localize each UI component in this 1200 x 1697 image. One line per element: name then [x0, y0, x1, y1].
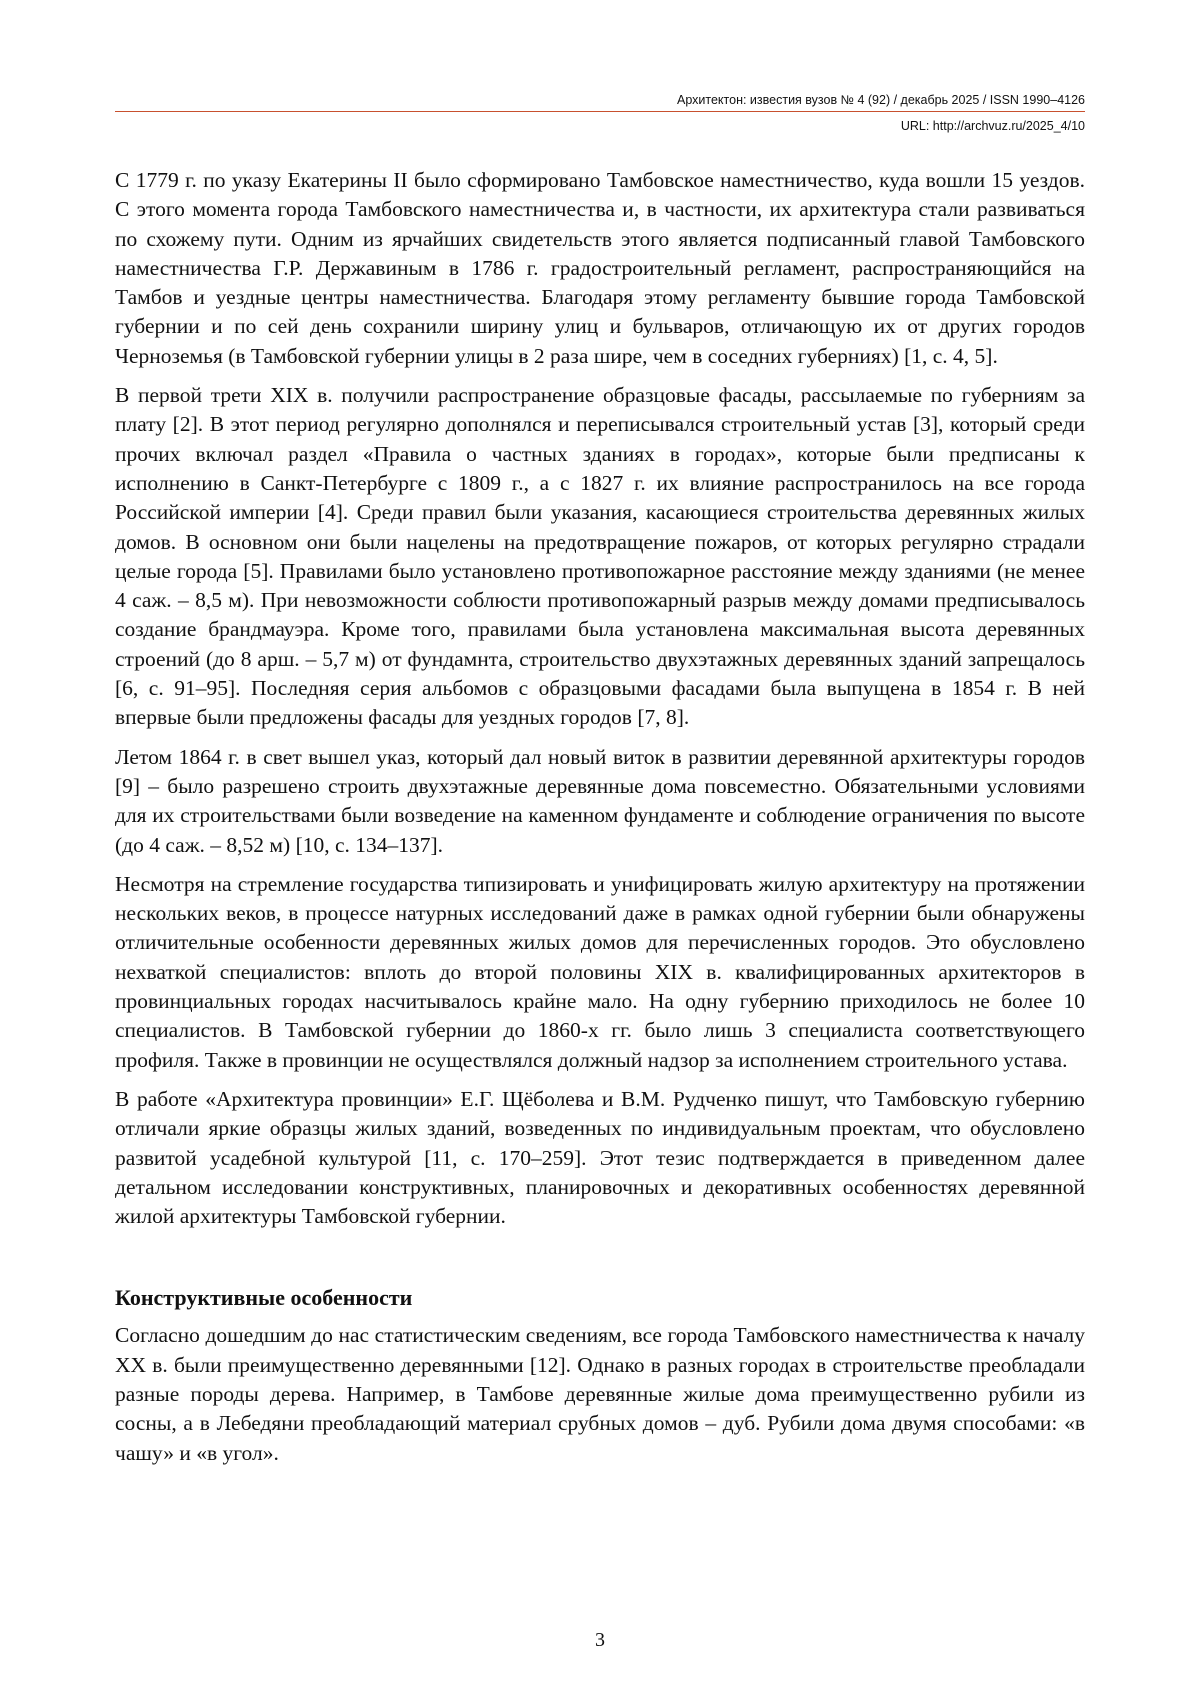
paragraph-4: Несмотря на стремление государства типизировать и унифицировать жилую архитектуру на протяжении нескольких веков, в процессе натурных исследований даже в рамках одной губернии были обнаружены отличительные особенности деревянных жилых домов для перечисленных городов. Это обусловлено нехваткой специалистов: вплоть до второй половины XIX в. квалифицированных архитекторов в провинциальных городах насчитывалось крайне мало. На одну губернию приходилось не более 10 специалистов. В Тамбовской губернии до 1860-х гг. было лишь 3 специалиста соответствующего профиля. Также в провинции не осуществлялся должный надзор за исполнением строительного устава.	[115, 871, 1085, 1072]
paragraph-5: В работе «Архитектура провинции» Е.Г. Щёболева и В.М. Рудченко пишут, что Тамбовскую губернию отличали яркие образцы жилых зданий, возведенных по индивидуальным проектам, что обусловлено развитой усадебной культурой [11, с. 170–259]. Этот тезис подтверждается в приведенном далее детальном исследовании конструктивных, планировочных и декоративных особенностях деревянной жилой архитектуры Тамбовской губернии.	[115, 1086, 1085, 1229]
paragraph-1: С 1779 г. по указу Екатерины II было сформировано Тамбовское наместничество, куда вошли 15 уездов. С этого момента города Тамбовского наместничества и, в частности, их архитектура стали развиваться по схожему пути. Одним из ярчайших свидетельств этого является подписанный главой Тамбовского наместничества Г.Р. Державиным в 1786 г. градостроительный регламент, распространяющийся на Тамбов и уездные центры наместничества. Благодаря этому регламенту бывшие города Тамбовской губернии и по сей день сохранили ширину улиц и бульваров, отличающую их от других городов Черноземья (в Тамбовской губернии улицы в 2 раза шире, чем в соседних губерниях) [1, с. 4, 5].	[115, 168, 1085, 368]
paragraph-3: Летом 1864 г. в свет вышел указ, который дал новый виток в развитии деревянной архитектуры городов [9] – было разрешено строить двухэтажные деревянные дома повсеместно. Обязательными условиями для их строительствами были возведение на каменном фундаменте и соблюдение ограничения по высоте (до 4 саж. – 8,52 м) [10, с. 134–137].	[115, 744, 1085, 857]
journal-info: Архитектон: известия вузов № 4 (92) / декабрь 2025 / ISSN 1990–4126	[677, 93, 1085, 107]
header-divider	[115, 111, 1085, 112]
section-paragraph: Согласно дошедшим до нас статистическим сведениям, все города Тамбовского наместничества к началу XX в. были преимущественно деревянными [12]. Однако в разных городах в строительстве преобладали разные породы дерева. Например, в Тамбове деревянные жилые дома преимущественно рубили из сосны, а в Лебедяни преобладающий материал срубных домов – дуб. Рубили дома двумя способами: «в чашу» и «в угол».	[115, 1323, 1085, 1465]
page-number: 3	[595, 1629, 605, 1651]
page-header	[115, 92, 1085, 134]
paragraph-2: В первой трети XIX в. получили распространение образцовые фасады, рассылаемые по губерниям за плату [2]. В этот период регулярно дополнялся и переписывался строительный устав [3], который среди прочих включал раздел «Правила о частных зданиях в городах», которые были предписаны к исполнению в Санкт-Петербурге с 1809 г., а с 1827 г. их влияние распространилось на все города Российской империи [4]. Среди правил были указания, касающиеся строительства деревянных жилых домов. В основном они были нацелены на предотвращение пожаров, от которых регулярно страдали целые города [5]. Правилами было установлено противопожарное расстояние между зданиями (не менее 4 саж. – 8,5 м). При невозможности соблюсти противопожарный разрыв между домами предписывалось создание брандмауэра. Кроме того, правилами была установлена максимальная высота деревянных строений (до 8 арш. – 5,7 м) от фундамнта, строительство двухэтажных деревянных зданий запрещалось [6, с. 91–95]. Последняя серия альбомов с образцовыми фасадами была выпущена в 1854 г. В ней впервые были предложены фасады для уездных городов [7, 8].	[115, 383, 1085, 730]
article-url: URL: http://archvuz.ru/2025_4/10	[900, 119, 1085, 133]
section-heading: Конструктивные особенности	[115, 1285, 413, 1311]
article-body	[115, 166, 1085, 1478]
